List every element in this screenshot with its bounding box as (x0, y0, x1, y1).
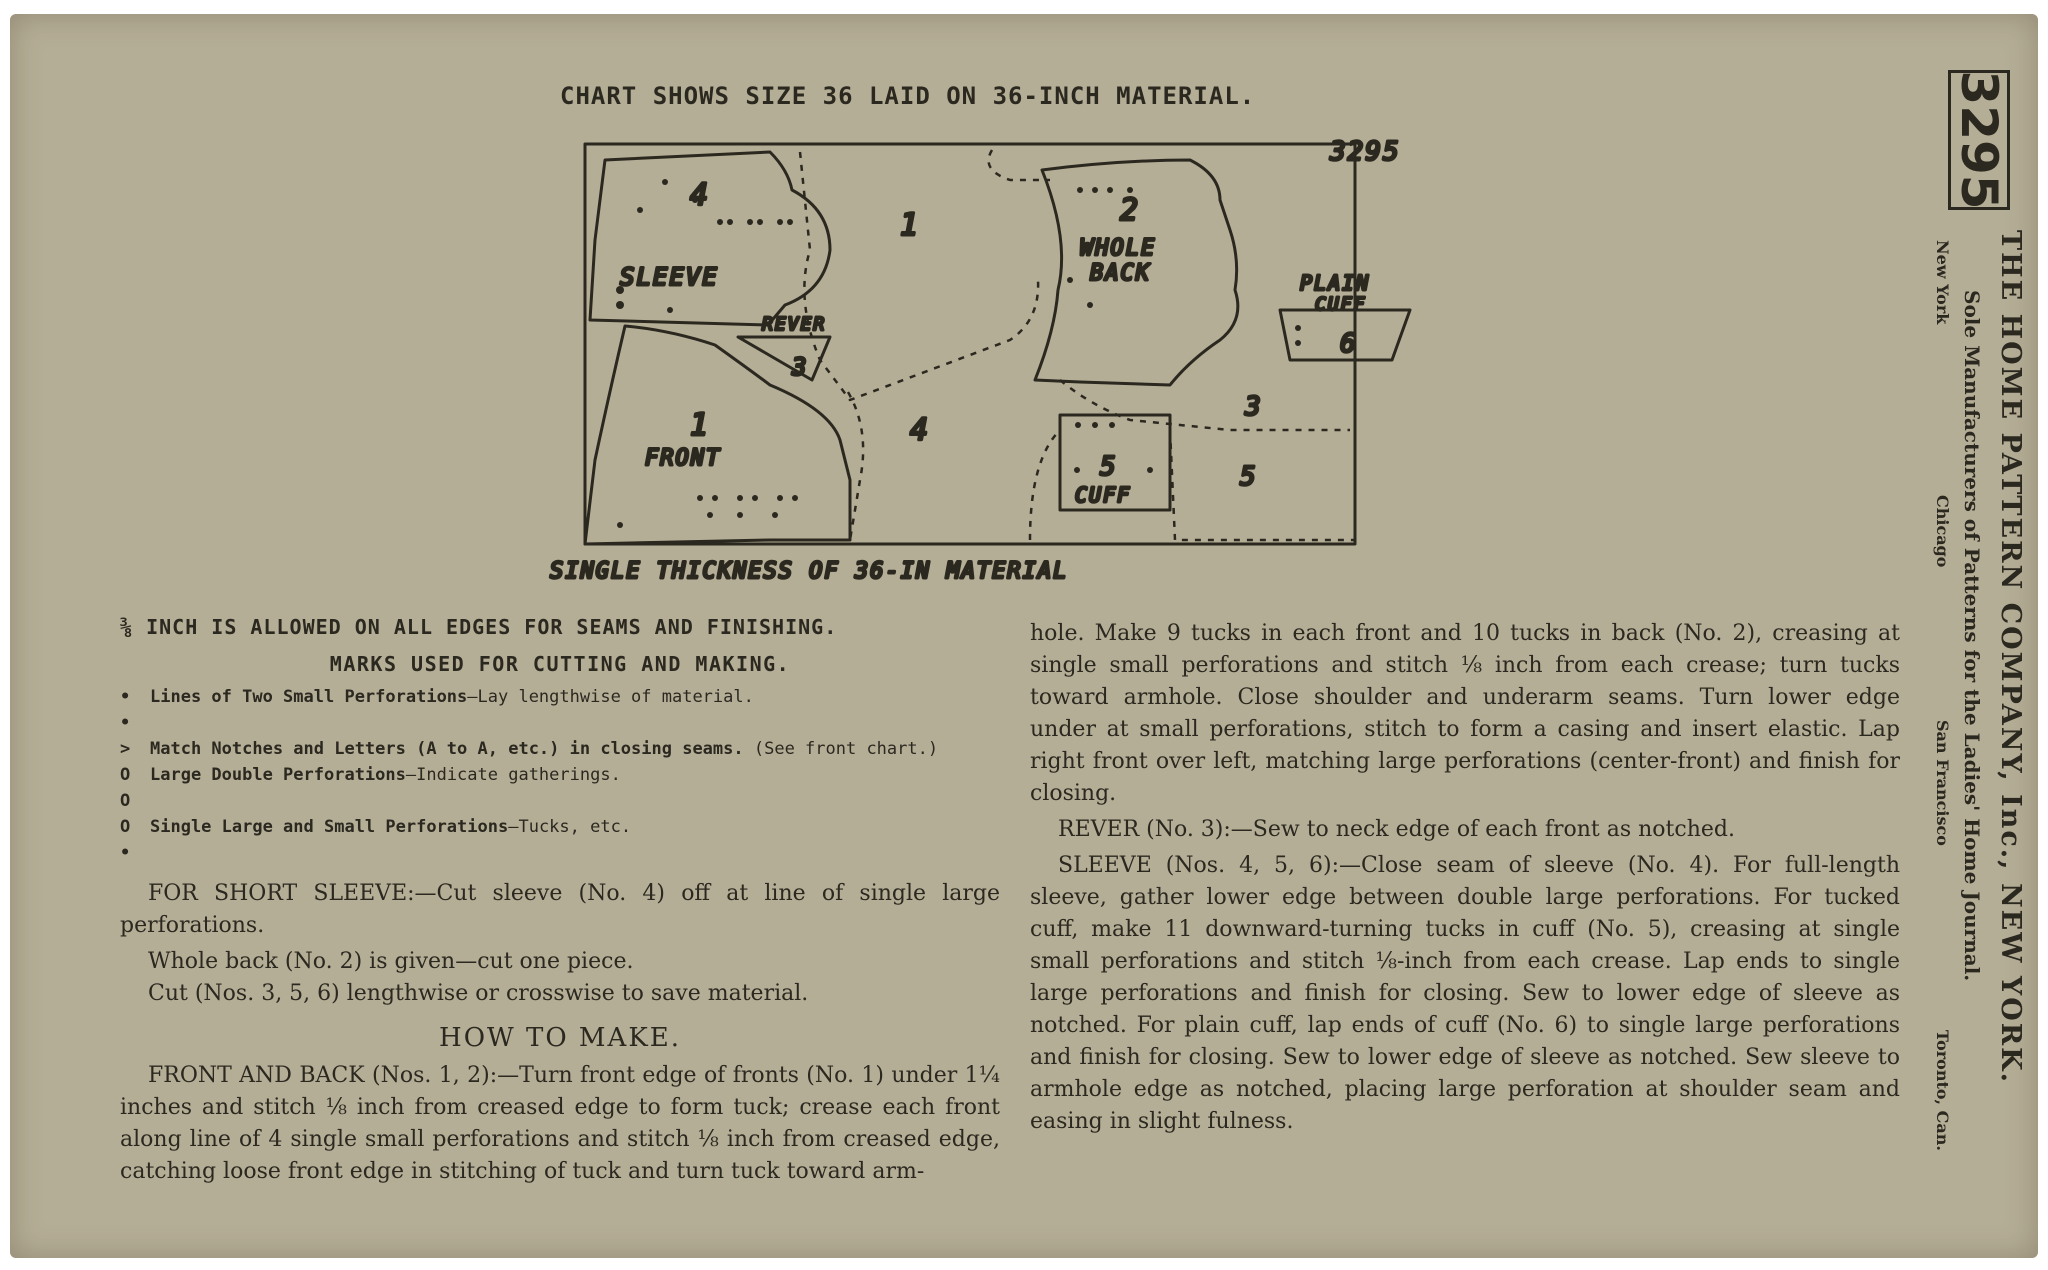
mark-row (120, 684, 1000, 736)
company-name: THE HOME PATTERN COMPANY, Inc., NEW YORK. (1995, 230, 2026, 1085)
front-top-number: 1 (900, 208, 921, 243)
front-back-instructions: FRONT AND BACK (Nos. 1, 2):—Turn front edge of fronts (No. 1) under 1¼ inches and stitch ⅛ inch from creased edge to form tuck; crease each front along line of 4 single small perforations and stitch ⅛ inch from creased edge, catching loose front edge in stitching of tuck and turn tuck toward arm- (120, 1063, 1000, 1184)
whole-back-note: Whole back (No. 2) is given—cut one piece. (148, 949, 634, 974)
spine-number-text: 3295 (1950, 70, 2008, 210)
mark-name: Lines of Two Small Perforations (150, 687, 468, 707)
plain-cuff-label-2: CUFF (1315, 294, 1367, 315)
layout-pattern-number: 3295 (1330, 137, 1401, 167)
mark-desc: —Indicate gatherings. (405, 765, 621, 785)
seam-allowance-note: ⅜ INCH IS ALLOWED ON ALL EDGES FOR SEAMS AND FINISHING. (120, 615, 838, 639)
layout-caption: SINGLE THICKNESS OF 36-IN MATERIAL (550, 559, 1069, 584)
front-piece (585, 326, 850, 544)
rever-label: REVER (762, 314, 827, 335)
dashed-line-piece-3 (1060, 380, 1350, 430)
mark-symbol: • • (120, 687, 131, 733)
sleeve-instructions: SLEEVE (Nos. 4, 5, 6):—Close seam of sleeve (No. 4). For full-length sleeve, gather lower edge between double large perforations. For tucked cuff, make 11 downward-turning tucks in cuff (No. 5), creasing at single small perforations and stitch ⅛-inch from each crease. Lap ends to single large perforations and finish for closing. Sew to lower edge of sleeve as notched. For plain cuff, lap ends of cuff (No. 6) to single large perforations and finish for closing. Sew to lower edge of sleeve as notched. Sew sleeve to armhole edge as notched, placing large perforation at shoulder seam and easing in slight fulness. (1030, 853, 1900, 1134)
back-label-back: BACK (1090, 261, 1151, 286)
back-number: 2 (1120, 193, 1141, 228)
front-number: 1 (690, 408, 711, 443)
mark-row (120, 736, 1000, 762)
city-chicago: Chicago (1933, 495, 1952, 568)
city-san-francisco: San Francisco (1933, 720, 1952, 846)
cuff-label: CUFF (1075, 483, 1132, 507)
manufacturers-line: Sole Manufacturers of Patterns for the Ladies' Home Journal. (1960, 290, 1984, 982)
plain-cuff-number: 6 (1340, 329, 1358, 359)
mark-symbol: O • (120, 817, 131, 863)
rever-instructions: REVER (No. 3):—Sew to neck edge of each front as notched. (1058, 817, 1735, 842)
front-label: FRONT (645, 446, 722, 471)
mark-name: Match Notches and Letters (A to A, etc.) in closing seams. (150, 739, 744, 759)
left-column (120, 614, 1000, 1192)
mark-desc: —Lay lengthwise of material. (467, 687, 754, 707)
mark-symbol: > (120, 739, 131, 759)
spine-pattern-number (1948, 70, 2010, 210)
rever-number: 3 (792, 353, 809, 381)
mark-name: Single Large and Small Perforations (150, 817, 509, 837)
perforation-marks (616, 179, 1301, 528)
mark-desc: —Tucks, etc. (508, 817, 632, 837)
rever-piece (738, 337, 830, 380)
short-sleeve-instructions: FOR SHORT SLEEVE:—Cut sleeve (No. 4) off at line of single large perforations. (120, 881, 1000, 938)
mark-row (120, 814, 1000, 866)
how-to-make-heading: HOW TO MAKE. (439, 1023, 681, 1053)
cut-note: Cut (Nos. 3, 5, 6) lengthwise or crosswise to save material. (148, 981, 809, 1006)
right-piece-5: 5 (1240, 462, 1258, 492)
cuff-number: 5 (1100, 452, 1118, 482)
dashed-line-top (989, 150, 1050, 180)
sleeve-label: SLEEVE (620, 263, 719, 291)
city-toronto: Toronto, Can. (1933, 1030, 1952, 1151)
cutting-layout-diagram (530, 130, 1480, 590)
right-column (1030, 614, 1900, 1142)
mark-desc: (See front chart.) (743, 739, 939, 759)
mark-symbol: O O (120, 765, 131, 811)
city-new-york: New York (1933, 240, 1952, 325)
sleeve-number: 4 (690, 178, 711, 213)
plain-cuff-label-1: PLAIN (1300, 271, 1371, 295)
front-back-continued: hole. Make 9 tucks in each front and 10 tucks in back (No. 2), creasing at single small perforations and stitch ⅛ inch from each crease; turn tucks toward armhole. Close shoulder and underarm seams. Turn lower edge under at small perforations, stitch to form a casing and insert elastic. Lap right front over left, matching large perforations (center-front) and finish for closing. (1030, 621, 1900, 806)
dashed-fold-line (800, 152, 1038, 400)
dashed-line-piece-5 (1170, 430, 1355, 540)
chart-title: CHART SHOWS SIZE 36 LAID ON 36-INCH MATERIAL. (560, 82, 1256, 110)
mark-name: Large Double Perforations (150, 765, 406, 785)
mark-row (120, 762, 1000, 814)
small-piece-3: 3 (1245, 392, 1263, 422)
back-label-whole: WHOLE (1080, 236, 1157, 261)
marks-heading: MARKS USED FOR CUTTING AND MAKING. (329, 652, 791, 676)
center-piece-number: 4 (910, 413, 931, 448)
dashed-line-cuff (1030, 430, 1060, 540)
